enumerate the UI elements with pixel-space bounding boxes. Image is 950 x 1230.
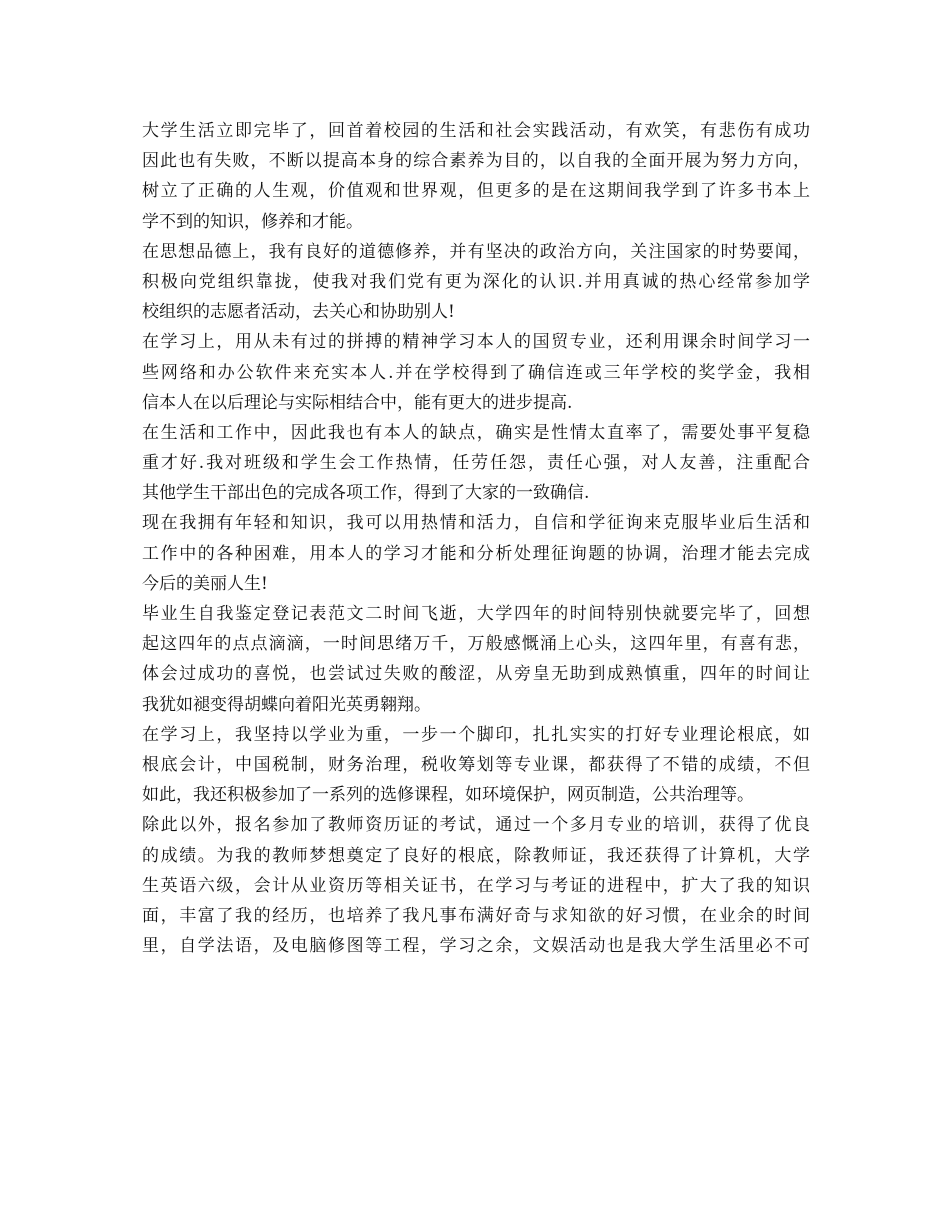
text-line: 里，自学法语，及电脑修图等工程，学习之余，文娱活动也是我大学生活里必不可 — [142, 936, 810, 957]
text-line: 除此以外，报名参加了教师资历证的考试，通过一个多月专业的培训，获得了优良 — [142, 815, 810, 836]
text-line: 的成绩。为我的教师梦想奠定了良好的根底，除教师证，我还获得了计算机，大学 — [142, 845, 810, 866]
text-line: 毕业生自我鉴定登记表范文二时间飞逝，大学四年的时间特别快就要完毕了，回想 — [142, 604, 810, 624]
text-line: 大学生活立即完毕了，回首着校园的生活和社会实践活动，有欢笑，有悲伤有成功 — [142, 121, 810, 141]
text-line: 学不到的知识，修养和才能。 — [142, 211, 363, 232]
text-line: 积极向党组织靠拢，使我对我们党有更为深化的认识.并用真诚的热心经常参加学 — [142, 271, 810, 292]
text-line: 校组织的志愿者活动，去关心和协助别人! — [142, 302, 455, 323]
text-line: 在学习上，用从未有过的拼搏的精神学习本人的国贸专业，还利用课余时间学习一 — [142, 332, 810, 353]
text-line: 生英语六级，会计从业资历等相关证书，在学习与考证的进程中，扩大了我的知识 — [142, 875, 810, 896]
text-line: 我犹如褪变得胡蝶向着阳光英勇翱翔。 — [142, 694, 431, 715]
document-body — [142, 116, 810, 961]
text-line: 现在我拥有年轻和知识，我可以用热情和活力，自信和学征询来克服毕业后生活和 — [142, 513, 810, 534]
text-line: 在思想品德上，我有良好的道德修养，并有坚决的政治方向，关注国家的时势要闻， — [142, 241, 810, 262]
text-line: 因此也有失败，不断以提高本身的综合素养为目的，以自我的全面开展为努力方向， — [142, 151, 810, 172]
text-line: 如此，我还积极参加了一系列的选修课程，如环境保护，网页制造，公共治理等。 — [142, 785, 754, 806]
text-line: 体会过成功的喜悦，也尝试过失败的酸涩，从旁皇无助到成熟慎重，四年的时间让 — [142, 664, 810, 685]
text-line: 今后的美丽人生! — [142, 573, 268, 594]
text-line: 在生活和工作中，因此我也有本人的缺点，确实是性情太直率了，需要处事平复稳 — [142, 422, 810, 443]
text-line: 面，丰富了我的经历，也培养了我凡事布满好奇与求知欲的好习惯，在业余的时间 — [142, 905, 810, 926]
text-line: 根底会计，中国税制，财务治理，税收筹划等专业课，都获得了不错的成绩，不但 — [142, 754, 810, 775]
text-line: 其他学生干部出色的完成各项工作，得到了大家的一致确信. — [142, 483, 590, 504]
text-line: 信本人在以后理论与实际相结合中，能有更大的进步提高. — [142, 392, 573, 413]
text-line: 起这四年的点点滴滴，一时间思绪万千，万般感慨涌上心头，这四年里，有喜有悲， — [142, 634, 810, 655]
text-line: 在学习上，我坚持以学业为重，一步一个脚印，扎扎实实的打好专业理论根底，如 — [142, 724, 810, 745]
text-line: 重才好.我对班级和学生会工作热情，任劳任怨，责任心强，对人友善，注重配合 — [142, 453, 810, 474]
text-line: 工作中的各种困难，用本人的学习才能和分析处理征询题的协调，治理才能去完成 — [142, 543, 810, 564]
text-line: 些网络和办公软件来充实本人.并在学校得到了确信连或三年学校的奖学金，我相 — [142, 362, 810, 383]
text-line: 树立了正确的人生观，价值观和世界观，但更多的是在这期间我学到了许多书本上 — [142, 181, 810, 202]
